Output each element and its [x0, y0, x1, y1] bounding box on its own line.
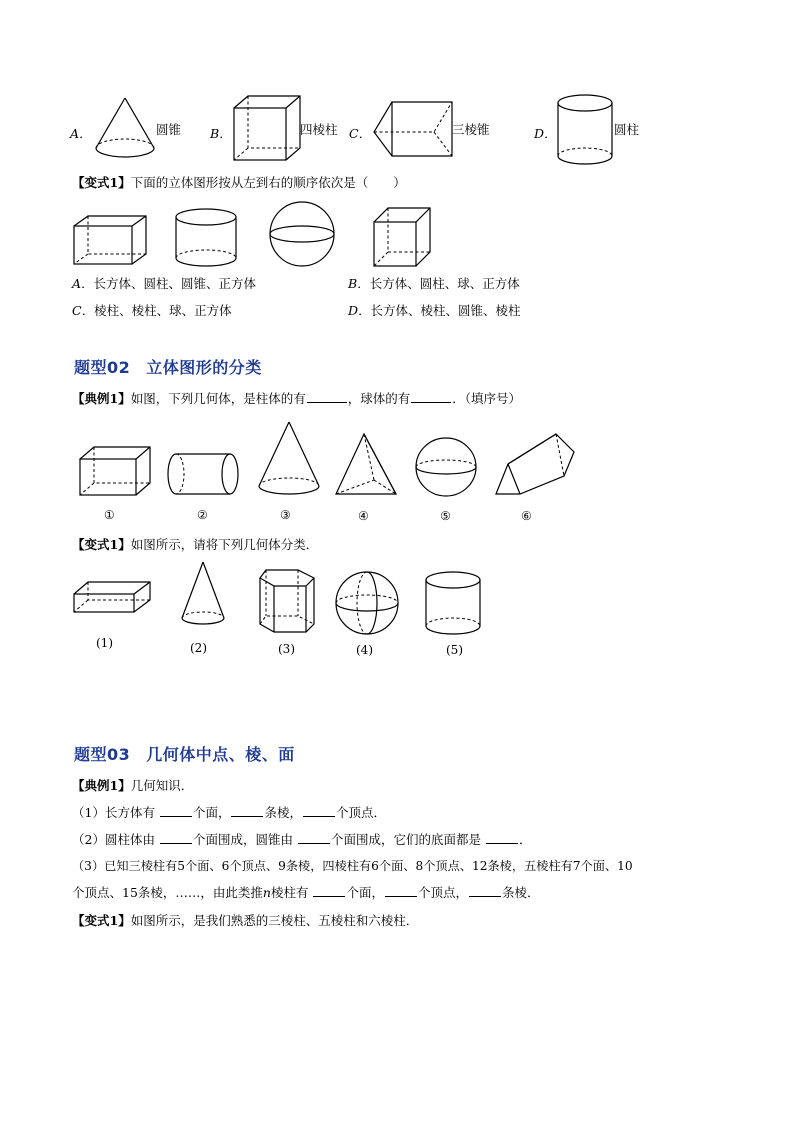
cylinder-figure: [556, 94, 616, 166]
figure-label-p4: (4): [356, 643, 373, 657]
hexagonal-prism-figure-3: [258, 568, 318, 634]
option-d-name: 圆柱: [614, 122, 640, 137]
cube-figure: [232, 96, 302, 164]
cuboid-figure-1: [78, 445, 152, 497]
figure-label-3: ③: [280, 508, 291, 522]
example1-03-line2: （2）圆柱体由 个面围成，圆锥由 个面围成，它们的底面都是 ．: [72, 832, 532, 847]
cone-figure-3: [256, 420, 322, 496]
example1-03-line1: （1）长方体有 个面， 条棱， 个顶点．: [72, 805, 386, 820]
option-d-letter: D．: [534, 126, 557, 141]
choice-d: D．长方体、棱柱、圆锥、棱柱: [348, 303, 521, 318]
figure-label-5: ⑤: [440, 509, 451, 523]
sphere-figure: [268, 200, 336, 268]
figure-label-p3: (3): [278, 642, 295, 656]
option-b-name: 四棱柱: [300, 122, 338, 137]
figure-label-4: ④: [358, 509, 369, 523]
option-c-name: 三棱锥: [452, 122, 490, 137]
option-a-name: 圆锥: [156, 122, 182, 137]
variant1-03-question: 【变式1】如图所示，是我们熟悉的三棱柱、五棱柱和六棱柱．: [72, 913, 419, 928]
variant1-02-question: 【变式1】如图所示，请将下列几何体分类．: [72, 537, 319, 552]
figure-label-p1: (1): [96, 636, 113, 650]
example1-03-line4: 个顶点、15条棱，……，由此类推n棱柱有 个面， 个顶点， 条棱．: [72, 885, 540, 900]
example1-03-question: 【典例1】几何知识．: [72, 778, 194, 793]
figure-label-1: ①: [104, 508, 115, 522]
cylinder-figure-2: [174, 208, 240, 268]
variant1-a-question: 【变式1】下面的立体图形按从左到右的顺序依次是（ ）: [72, 175, 406, 190]
cylinder-figure-5: [424, 570, 484, 636]
example1-03-line3: （3）已知三棱柱有5个面、6个顶点、9条棱，四棱柱有6个面、8个顶点、12条棱，五棱柱有7个面、10: [72, 859, 633, 873]
figure-label-2: ②: [197, 508, 208, 522]
pyramid-figure-4: [334, 432, 400, 496]
choice-c: C．棱柱、棱柱、球、正方体: [72, 303, 232, 318]
choice-b: B．长方体、圆柱、球、正方体: [348, 276, 520, 291]
figure-label-p5: (5): [446, 643, 463, 657]
flat-box-figure-1: [72, 580, 152, 616]
sphere-figure-4: [334, 570, 400, 636]
example1-02-question: 【典例1】如图，下列几何体，是柱体的有 ，球体的有 ．（填序号）: [72, 391, 521, 406]
figure-label-p2: (2): [190, 641, 207, 655]
section-02-heading: 题型02 立体图形的分类: [74, 358, 262, 377]
lying-cylinder-figure-2: [166, 452, 240, 496]
figure-label-6: ⑥: [521, 509, 532, 523]
cube-figure-2: [372, 206, 432, 268]
option-b-letter: B．: [210, 126, 232, 141]
option-a-letter: A．: [70, 126, 92, 141]
cone-figure-2b: [180, 560, 226, 628]
choice-a: A．长方体、圆柱、圆锥、正方体: [72, 276, 257, 291]
triangular-prism-figure: [372, 100, 454, 158]
triangular-prism-figure-6: [494, 430, 576, 496]
cuboid-figure: [72, 214, 148, 266]
sphere-figure-5: [414, 436, 478, 498]
option-c-letter: C．: [349, 126, 372, 141]
cone-figure: [92, 96, 158, 162]
section-03-heading: 题型03 几何体中点、棱、面: [74, 745, 295, 764]
